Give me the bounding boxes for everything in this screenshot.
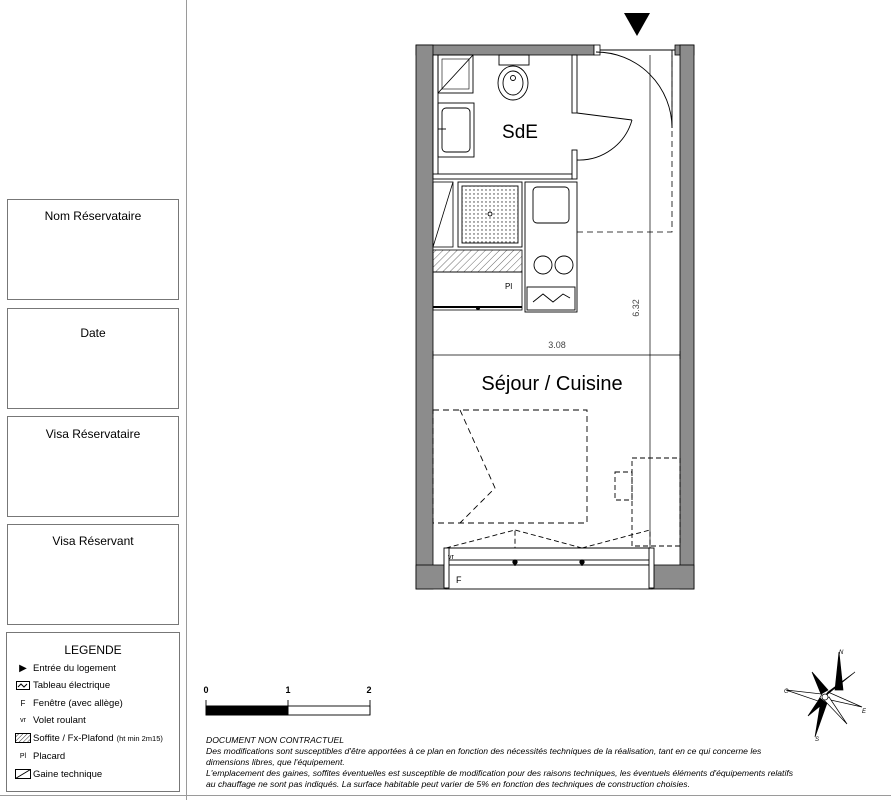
disclaimer-line: dimensions libres, que l'équipement. <box>206 757 345 767</box>
bathroom-walls <box>433 55 577 179</box>
closet-symbol: Pl <box>19 752 27 760</box>
box-title-visa-reservataire: Visa Réservataire <box>45 427 141 441</box>
technical-duct <box>433 182 453 247</box>
window-symbol: F <box>20 698 26 708</box>
shutter-label: vr <box>448 554 454 561</box>
disclaimer-line: au chauffage ne sont pas indiqués. La surface habitable peut varier de 5% en fonction des techniques de construction choisies. <box>206 779 690 789</box>
toilet <box>498 55 529 100</box>
disclaimer <box>206 735 886 790</box>
disclaimer-line: Des modifications sont susceptibles d'être apportées à ce plan en fonction des nécessités techniques de la réalisation, tant en ce qui concerne les <box>206 746 762 756</box>
scale-label-2: 2 <box>366 685 372 695</box>
legend-label: Soffite / Fx-Plafond <box>33 732 114 744</box>
disclaimer-title: DOCUMENT NON CONTRACTUEL <box>206 735 344 745</box>
compass-o: O <box>784 689 789 695</box>
bathroom-door <box>577 113 632 160</box>
shutter-symbol: vr <box>20 716 26 724</box>
bed-outline <box>433 410 587 523</box>
room-label-sejour: Séjour / Cuisine <box>481 373 623 395</box>
entrance-arrow-icon: ▶ <box>19 662 27 674</box>
compass-e: E <box>862 709 867 715</box>
disclaimer-line: L'emplacement des gaines, soffites éventuelles est susceptible de modification pour des raisons techniques, les éventuels éléments d'équipements relatifs <box>206 768 794 778</box>
desk-outline <box>615 458 680 546</box>
legend-label: Volet roulant <box>33 714 86 726</box>
box-title-nom-reservataire: Nom Réservataire <box>44 209 142 223</box>
compass-n: N <box>839 650 844 656</box>
dimension-width <box>433 351 680 359</box>
closet <box>433 272 522 310</box>
legend-label: Tableau électrique <box>33 679 111 691</box>
entrance-door <box>596 50 675 128</box>
shower-tray <box>438 55 473 93</box>
legend-note: (ht min 2m15) <box>116 733 163 743</box>
shower-base <box>458 182 522 247</box>
washbasin <box>438 103 474 157</box>
legend-title: LEGENDE <box>64 643 122 657</box>
exterior-walls <box>416 45 694 589</box>
dimension-length-label: 6.32 <box>631 299 641 317</box>
compass-s: S <box>815 737 820 743</box>
scale-label-0: 0 <box>203 685 209 695</box>
kitchen-unit <box>525 182 577 312</box>
scale-label-1: 1 <box>285 685 291 695</box>
entrance-arrow-icon <box>624 13 650 36</box>
box-title-date: Date <box>80 326 106 340</box>
dimension-width-label: 3.08 <box>548 340 566 350</box>
soffit-area <box>433 250 522 272</box>
box-title-visa-reservant: Visa Réservant <box>52 534 134 548</box>
compass-rose-icon <box>786 652 862 737</box>
window-label: F <box>456 575 462 585</box>
legend-label: Placard <box>33 750 66 762</box>
closet-label: Pl <box>505 282 513 291</box>
hallway-soffit <box>577 55 672 232</box>
legend-label: Entrée du logement <box>33 662 116 674</box>
room-label-sde: SdE <box>502 122 538 143</box>
window-doors <box>446 530 652 548</box>
legend-label: Gaine technique <box>33 768 103 780</box>
window-frame <box>444 548 654 589</box>
scale-bar <box>206 700 370 715</box>
legend-label: Fenêtre (avec allège) <box>33 697 123 709</box>
